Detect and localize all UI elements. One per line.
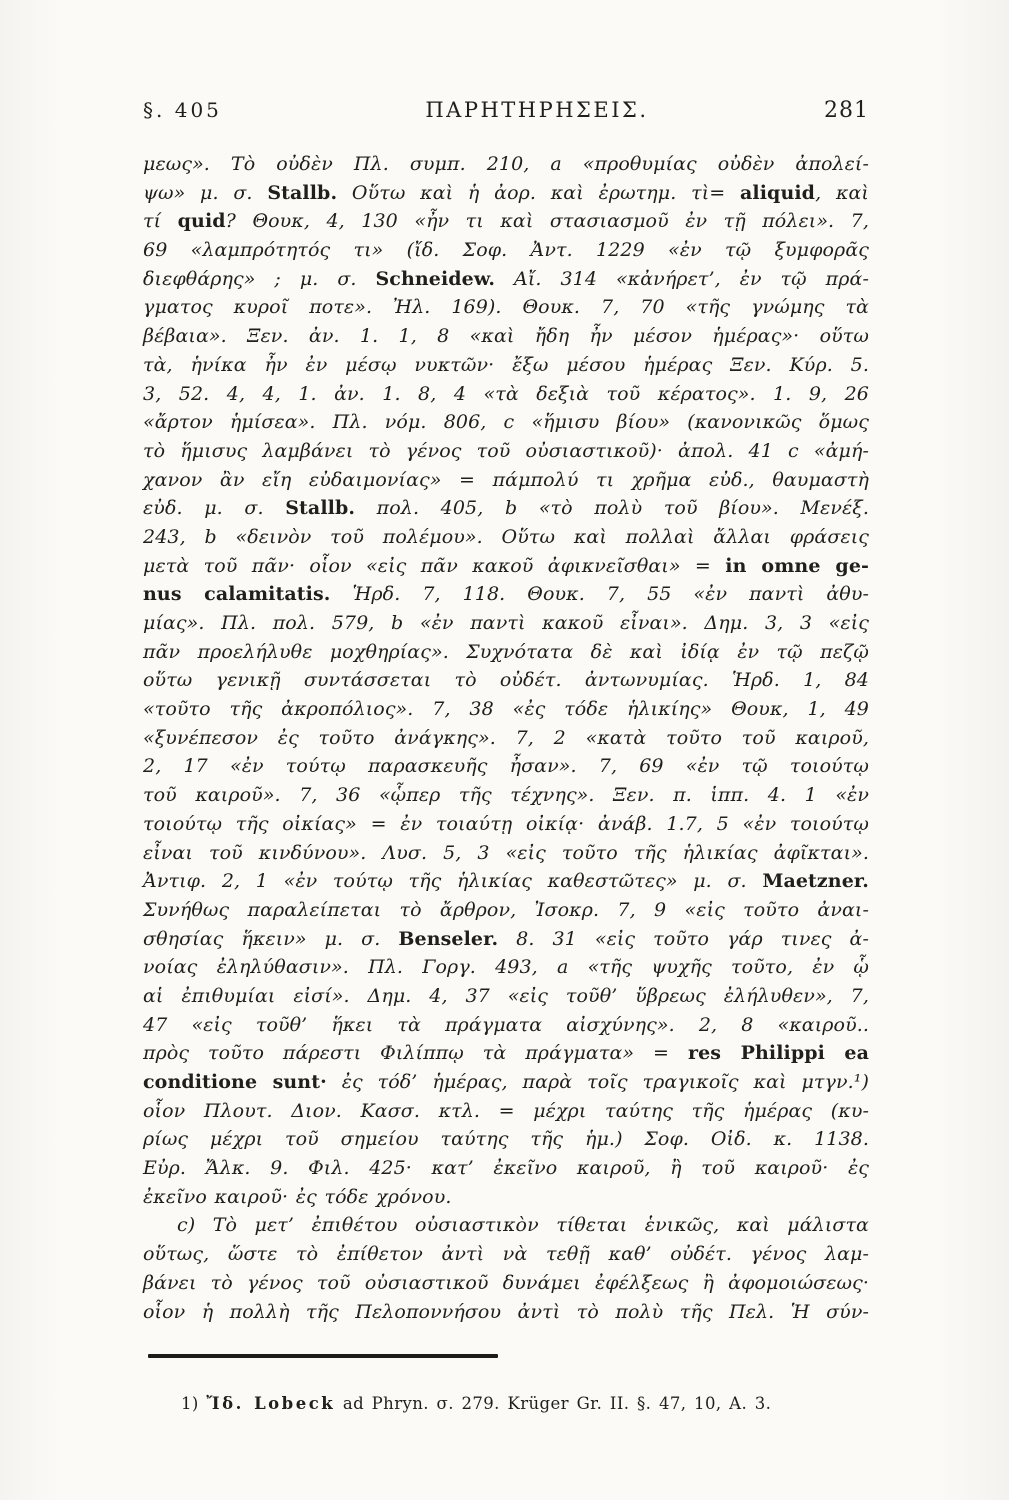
text-line [143, 839, 869, 868]
page-header [143, 98, 869, 123]
text-line [143, 408, 869, 437]
text-segment: μεως». Τὸ οὐδὲν Πλ. συμπ. 210, a «προθυμίας οὐδὲν ἀπολεί- [143, 153, 869, 175]
text-segment: πολ. 405, b «τὸ πολὺ τοῦ βίου». Μενέξ. [355, 497, 869, 520]
text-segment: «ξυνέπεσον ἐς τοῦτο ἀνάγκης». 7, 2 «κατὰ τοῦτο τοῦ καιροῦ, [143, 726, 869, 749]
text-segment: πᾶν προελήλυθε μοχθηρίας». Συχνότατα δὲ καὶ ἰδίᾳ ἐν τῷ πεζῷ [143, 640, 869, 663]
text-line [143, 867, 869, 896]
text-segment: nus calamitatis. [143, 583, 331, 606]
footnote-rule [148, 1354, 498, 1358]
text-line [143, 1240, 869, 1269]
text-line [143, 1068, 869, 1097]
text-segment: , καὶ [815, 181, 869, 204]
text-line [143, 380, 869, 409]
text-segment: Οὕτω καὶ ἡ ἀορ. καὶ ἐρωτημ. τὶ= [337, 181, 741, 204]
text-line [143, 724, 869, 753]
text-segment: οὕτω γενικῇ συντάσσεται τὸ οὐδέτ. ἀντωνυμίας. Ἡρδ. 1, 84 [143, 669, 869, 692]
text-line [143, 466, 869, 495]
text-segment: τοῦ καιροῦ». 7, 36 «ᾧπερ τῆς τέχνης». Ξεν. π. ἱππ. 4. 1 «ἐν [143, 784, 869, 807]
text-line [143, 1125, 869, 1154]
text-segment: αἱ ἐπιθυμίαι εἰσί». Δημ. 4, 37 «εἰς τοῦθ’ ὕβρεως ἐλήλυθεν», 7, [143, 984, 869, 1007]
text-segment: νοίας ἐληλύθασιν». Πλ. Γοργ. 493, a «τῆς ψυχῆς τοῦτο, ἐν ᾧ [143, 956, 869, 979]
text-segment: Εὐρ. Ἄλκ. 9. Φιλ. 425· κατ’ ἐκεῖνο καιροῦ, ἢ τοῦ καιροῦ· ἐς [143, 1157, 869, 1180]
text-segment: ἐκεῖνο καιροῦ· ἐς τόδε χρόνου. [143, 1185, 452, 1208]
text-segment: Maetzner. [762, 870, 869, 893]
text-segment: Schneidew. [375, 267, 496, 290]
text-segment: τί [143, 210, 178, 233]
text-segment: «τοῦτο τῆς ἀκροπόλιος». 7, 38 «ἐς τόδε ἡλικίης» Θουκ, 1, 49 [143, 698, 869, 721]
text-segment: γματος κυροῖ ποτε». Ἠλ. 169). Θουκ. 7, 70 «τῆς γνώμης τὰ [143, 296, 869, 319]
text-segment: 47 «εἰς τοῦθ’ ἥκει τὰ πράγματα αἰσχύνης». 2, 8 «καιροῦ.. [143, 1013, 869, 1036]
text-segment: aliquid [740, 181, 816, 204]
text-segment: εὐδ. μ. σ. [143, 497, 286, 520]
section-number: §. 405 [143, 98, 222, 122]
text-segment: in omne ge- [725, 554, 869, 577]
text-segment: μετὰ τοῦ πᾶν· οἷον «εἰς πᾶν κακοῦ ἀφικνεῖσθαι» = [143, 554, 726, 577]
text-segment: res Philippi ea [687, 1042, 870, 1065]
text-line [143, 494, 869, 523]
text-segment: Ἀντιφ. 2, 1 «ἐν τούτῳ τῆς ἡλικίας καθεστῶτες» μ. σ. [143, 870, 763, 893]
text-segment: οἷον ἡ πολλὴ τῆς Πελοποννήσου ἀντὶ τὸ πολὺ τῆς Πελ. Ἡ σύν- [143, 1300, 869, 1323]
text-line [143, 609, 869, 638]
text-segment: quid [177, 210, 226, 233]
text-segment: χανον ἂν εἴη εὐδαιμονίας» = πάμπολύ τι χρῆμα εὐδ., θαυμαστὴ [143, 468, 869, 491]
text-segment: οὕτως, ὥστε τὸ ἐπίθετον ἀντὶ νὰ τεθῇ καθ’ οὐδέτ. γένος λαμ- [143, 1243, 869, 1266]
text-line [143, 437, 869, 466]
text-segment: διεφθάρης» ; μ. σ. [143, 267, 376, 290]
text-segment: τὰ, ἡνίκα ἦν ἐν μέσῳ νυκτῶν· ἔξω μέσου ἡμέρας Ξεν. Κύρ. 5. [143, 353, 869, 376]
text-segment: Αἴ. 314 «κἀνήρετ’, ἐν τῷ πρά- [495, 267, 869, 290]
text-line [143, 265, 869, 294]
text-segment: ψω» μ. σ. [143, 181, 268, 204]
text-line [143, 523, 869, 552]
text-line [143, 781, 869, 810]
text-line [143, 752, 869, 781]
text-segment: conditione sunt· [143, 1071, 327, 1093]
text-line [143, 1154, 869, 1183]
text-line [143, 982, 869, 1011]
text-segment: τοιούτῳ τῆς οἰκίας» = ἐν τοιαύτῃ οἰκίᾳ· ἀνάβ. 1.7, 5 «ἐν τοιούτῳ [143, 812, 869, 835]
text-line [143, 552, 869, 581]
text-segment: ἐς τόδ’ ἡμέρας, παρὰ τοῖς τραγικοῖς καὶ μτγν.¹) [326, 1071, 870, 1093]
text-line [143, 1183, 869, 1212]
text-line [143, 322, 869, 351]
body-text [143, 150, 869, 1326]
text-segment: σθησίας ἥκειν» μ. σ. [143, 927, 399, 950]
text-line [143, 236, 869, 265]
text-line [143, 293, 869, 322]
text-segment: «ἄρτον ἡμίσεα». Πλ. νόμ. 806, c «ἥμισυ βίου» (κανονικῶς ὅμως [143, 411, 869, 434]
text-segment: 69 «λαμπρότητός τι» (ἴδ. Σοφ. Ἀντ. 1229 «ἐν τῷ ξυμφορᾶς [143, 239, 869, 262]
text-segment: τὸ ἥμισυς λαμβάνει τὸ γένος τοῦ οὐσιαστικοῦ)· ἀπολ. 41 c «ἀμή- [143, 439, 869, 462]
text-segment: Benseler. [398, 927, 499, 950]
text-segment: Ἡρδ. 7, 118. Θουκ. 7, 55 «ἐν παντὶ ἀθυ- [330, 583, 869, 606]
text-segment: μίας». Πλ. πολ. 579, b «ἐν παντὶ κακοῦ εἶναι». Δημ. 3, 3 «εἰς [143, 612, 869, 634]
text-segment: ρίως μέχρι τοῦ σημείου ταύτης τῆς ἡμ.) Σοφ. Οἰδ. κ. 1138. [143, 1128, 869, 1151]
text-segment: οἷον Πλουτ. Διον. Κασσ. κτλ. = μέχρι ταύτης τῆς ἡμέρας (κυ- [143, 1099, 869, 1122]
text-segment: c) Τὸ μετ’ ἐπιθέτου οὐσιαστικὸν τίθεται ἑνικῶς, καὶ μάλιστα [177, 1214, 869, 1237]
text-line [143, 580, 869, 609]
text-segment: 1) [181, 1394, 207, 1413]
text-line [143, 150, 869, 179]
text-segment: 3, 52. 4, 4, 1. ἀν. 1. 8, 4 «τὰ δεξιὰ τοῦ κέρατος». 1. 9, 26 [143, 382, 869, 405]
text-segment: 8. 31 «εἰς τοῦτο γάρ τινες ἀ- [498, 927, 869, 950]
text-line [143, 896, 869, 925]
text-segment: Stallb. [267, 181, 338, 204]
text-line [143, 638, 869, 667]
text-segment: ? Θουκ, 4, 130 «ἦν τι καὶ στασιασμοῦ ἐν τῇ πόλει». 7, [225, 210, 869, 233]
text-segment: 243, b «δεινὸν τοῦ πολέμου». Οὕτω καὶ πολλαὶ ἄλλαι φράσεις [143, 525, 869, 548]
text-line [143, 179, 869, 208]
text-line [143, 1211, 869, 1240]
page-number: 281 [823, 98, 869, 123]
text-line [143, 1039, 869, 1068]
text-segment: πρὸς τοῦτο πάρεστι Φιλίππῳ τὰ πράγματα» = [143, 1042, 688, 1065]
text-segment: Συνήθως παραλείπεται τὸ ἄρθρον, Ἰσοκρ. 7, 9 «εἰς τοῦτο ἀναι- [143, 898, 869, 921]
text-segment: Ἴδ. Lobeck [206, 1394, 336, 1413]
text-segment: 2, 17 «ἐν τούτῳ παρασκευῆς ἦσαν». 7, 69 «ἐν τῷ τοιούτῳ [143, 755, 869, 778]
text-segment: εἶναι τοῦ κινδύνου». Λυσ. 5, 3 «εἰς τοῦτο τῆς ἡλικίας ἀφῖκται». [143, 841, 869, 864]
text-line [143, 810, 869, 839]
text-line [143, 351, 869, 380]
text-line [143, 1298, 869, 1327]
text-line [143, 666, 869, 695]
text-line [143, 953, 869, 982]
text-segment: ad Phryn. σ. 279. Krüger Gr. II. §. 47, 10, A. 3. [335, 1394, 772, 1413]
text-segment: βάνει τὸ γένος τοῦ οὐσιαστικοῦ δυνάμει ἐφέλξεως ἢ ἀφομοιώσεως· [143, 1271, 869, 1294]
text-line [143, 1097, 869, 1126]
text-segment: Stallb. [285, 497, 356, 520]
text-line [143, 207, 869, 236]
footnote [181, 1392, 871, 1416]
text-line [143, 925, 869, 954]
running-title: ΠΑΡΗΤΗΡΗΣΕΙΣ. [425, 98, 649, 122]
text-segment: βέβαια». Ξεν. ἀν. 1. 1, 8 «καὶ ἤδη ἦν μέσον ἡμέρας»· οὕτω [143, 325, 869, 348]
text-line [143, 1269, 869, 1298]
text-line [143, 695, 869, 724]
text-line [143, 1011, 869, 1040]
